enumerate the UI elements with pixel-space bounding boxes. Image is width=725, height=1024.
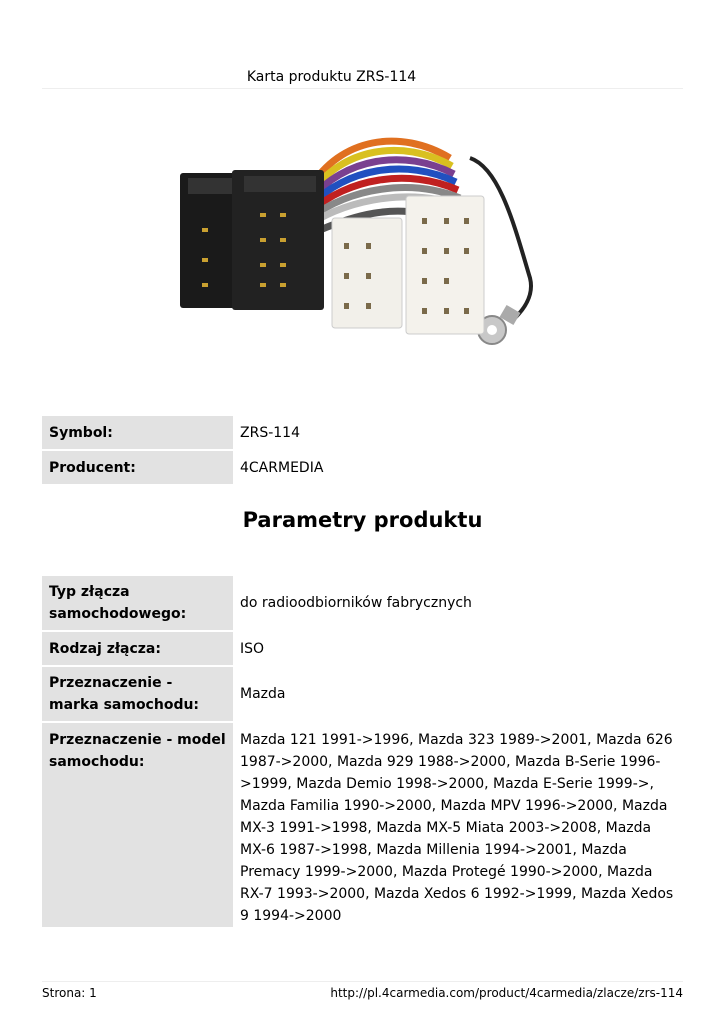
row-value: ZRS-114 xyxy=(240,424,300,441)
row-value: Mazda xyxy=(240,686,286,702)
footer-divider xyxy=(42,981,683,982)
row-value: ISO xyxy=(240,640,265,657)
section-title: Parametry produktu xyxy=(242,508,483,532)
basic-info-table xyxy=(42,416,683,484)
table-row xyxy=(42,416,683,449)
row-value: 4CARMEDIA xyxy=(240,459,324,476)
row-label: Przeznaczenie - model samochodu: xyxy=(42,723,233,927)
row-label: Symbol: xyxy=(42,416,233,449)
table-row xyxy=(42,667,683,721)
table-row xyxy=(42,632,683,665)
parameters-table xyxy=(42,576,683,927)
row-value: do radioodbiorników fabrycznych xyxy=(240,595,472,611)
row-label: Rodzaj złącza: xyxy=(42,632,233,665)
row-label: Przeznaczenie - marka samochodu: xyxy=(42,667,233,721)
page-number: Strona: 1 xyxy=(42,986,97,1000)
table-row xyxy=(42,576,683,630)
table-row xyxy=(42,723,683,927)
table-row xyxy=(42,451,683,484)
iso-connector-black xyxy=(180,170,324,310)
row-label: Typ złącza samochodowego: xyxy=(42,576,233,630)
product-url[interactable]: http://pl.4carmedia.com/product/4carmedia/zlacze/zrs-114 xyxy=(330,986,683,1000)
page-header-title: Karta produktu ZRS-114 xyxy=(246,69,417,85)
product-photo xyxy=(170,118,540,368)
row-label: Producent: xyxy=(42,451,233,484)
header-divider xyxy=(42,88,683,89)
row-value: Mazda 121 1991->1996, Mazda 323 1989->2001, Mazda 626 1987->2000, Mazda 929 1988->2000, Mazda B-Serie 1996->1999, Mazda Demio 1998->2000, Mazda E-Serie 1999->, Mazda Familia 1990->2000, Mazda MPV 1996->2000, Mazda MX-3 1991->1998, Mazda MX-5 Miata 2003->2008, Mazda MX-6 1987->1998, Mazda Millenia 1994->2001, Mazda Premacy 1999->2000, Mazda Protegé 1990->2000, Mazda RX-7 1993->2000, Mazda Xedos 6 1992->1999, Mazda Xedos 9 1994->2000 xyxy=(240,732,674,924)
